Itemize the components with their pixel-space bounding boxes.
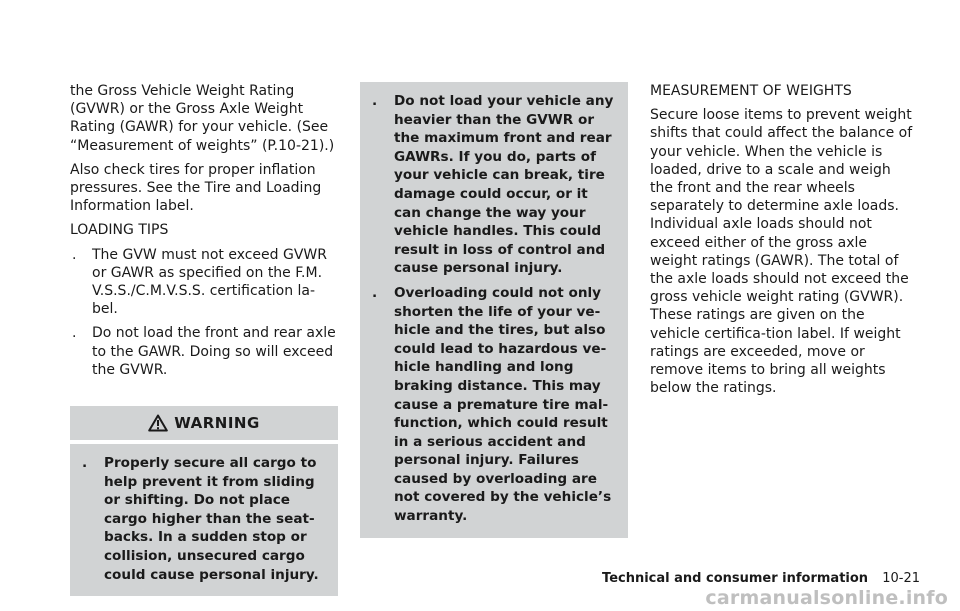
loading-tip-text: Do not load the front and rear axle to the GAWR. Doing so will exceed the GVWR. — [92, 325, 336, 378]
measurement-heading: MEASUREMENT OF WEIGHTS — [650, 83, 852, 99]
right-column — [650, 82, 918, 397]
bullet-dot: . — [372, 93, 378, 109]
warning-header — [70, 406, 338, 440]
warning-body-continued — [360, 82, 628, 538]
loading-tip-text: The GVW must not exceed GVWR or GAWR as specified on the F.M. V.S.S./C.M.V.S.S. certification la-bel. — [92, 246, 327, 318]
left-column — [70, 82, 338, 596]
page-footer — [0, 571, 920, 586]
warning-item-text: Properly secure all cargo to help prevent it from sliding or shifting. Do not place cargo higher than the seat-backs. In a sudden stop or collision, unsecured cargo could cause personal injury. — [104, 455, 319, 583]
warning-item-text: Do not load your vehicle any heavier than the GVWR or the maximum front and rear GAWRs. If you do, parts of your vehicle can break, tire damage could occur, or it can change the way your vehicle handles. This could result in loss of control and cause personal injury. — [394, 93, 614, 277]
bullet-dot: . — [72, 325, 77, 342]
warning-item-3 — [370, 284, 618, 526]
intro-paragraph: the Gross Vehicle Weight Rating (GVWR) or the Gross Axle Weight Rating (GAWR) for your vehicle. (See “Measurement of weights” (P.10-21).) — [70, 83, 335, 154]
tires-note: Also check tires for proper inflation pressures. See the Tire and Loading Information label. — [70, 161, 322, 215]
loading-tips-heading: LOADING TIPS — [70, 222, 169, 239]
warning-item-1 — [80, 454, 328, 584]
measurement-body: Secure loose items to prevent weight shifts that could affect the balance of your vehicle. When the vehicle is loaded, drive to a scale and weigh the front and the rear wheels separately to determine axle loads. Individual axle loads should not exceed either of the gross axle weight ratings (GAWR). The total of the axle loads should not exceed the gross vehicle weight rating (GVWR). These ratings are given on the vehicle certifica-tion label. If weight ratings are exceeded, move or remove items to bring all weights below the ratings. — [650, 107, 913, 397]
loading-tip-1 — [70, 246, 338, 319]
warning-title: WARNING — [174, 414, 260, 433]
page-number: 10-21 — [882, 571, 920, 586]
loading-tip-2 — [70, 324, 338, 379]
bullet-dot: . — [82, 455, 88, 472]
bullet-dot: . — [72, 246, 77, 263]
warning-item-2 — [370, 92, 618, 278]
bullet-dot: . — [372, 284, 378, 301]
warning-triangle-icon — [148, 414, 168, 432]
middle-column — [360, 82, 628, 538]
watermark: carmanualsonline.info — [705, 587, 948, 609]
footer-section-title: Technical and consumer information — [602, 571, 869, 586]
warning-item-text: Overloading could not only shorten the life of your ve-hicle and the tires, but also could lead to hazardous ve-hicle handling and long braking distance. This may cause a premature tire mal-function, which could result in a serious accident and personal injury. Failures caused by overloading are not covered by the vehicle’s warranty. — [394, 284, 612, 525]
